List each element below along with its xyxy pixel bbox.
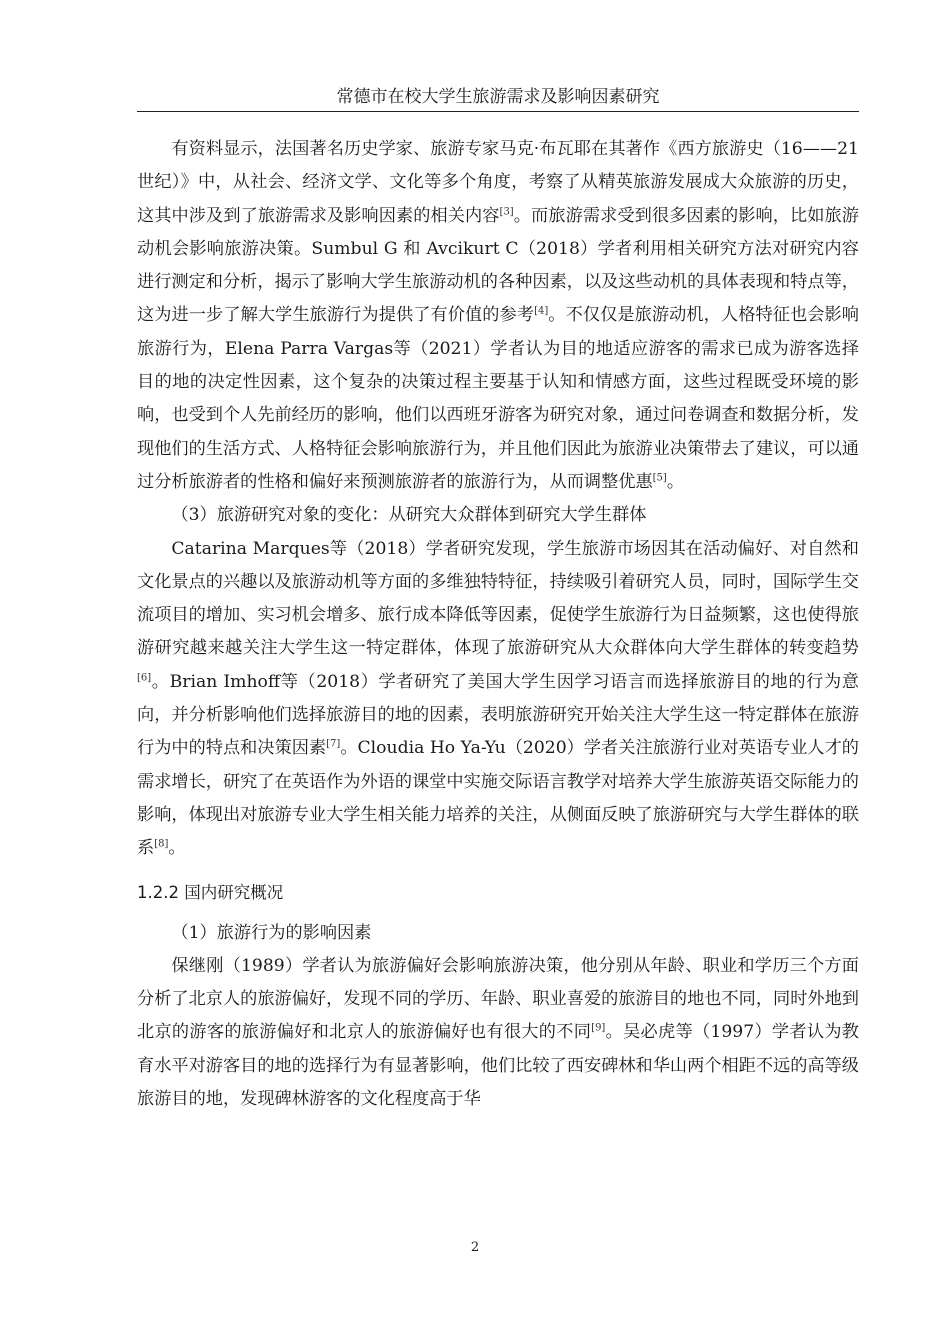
subheading-behavior-factors [137, 917, 859, 950]
paragraph-foreign-research-demand [137, 133, 859, 499]
citation: [5] [652, 472, 667, 484]
citation: [4] [534, 305, 549, 317]
citation: [8] [154, 838, 169, 850]
paragraph-text: 。吴必虎等（1997）学者认为教育水平对游客目的地的选择行为有显著影响，他们比较了西安碑林和华山两个相距不远的高等级旅游目的地，发现碑林游客的文化程度高于华 [137, 1022, 859, 1110]
section-heading-text: 1.2.2 国内研究概况 [137, 882, 284, 902]
paragraph-domestic-preference [137, 950, 859, 1116]
subheading-text: （1）旅游行为的影响因素 [171, 922, 372, 943]
citation: [9] [591, 1022, 606, 1034]
paragraph-text: 有资料显示，法国著名历史学家、旅游专家马克·布瓦耶在其著作《西方旅游史（16——21世纪）》中，从社会、经济文学、文化等多个角度，考察了从精英旅游发展成大众旅游的历史，这其中涉及到了旅游需求及影响因素的相关内容 [137, 139, 859, 226]
paragraph-text: 。Brian Imhoff等（2018）学者研究了美国大学生因学习语言而选择旅游目的地的行为意向，并分析影响他们选择旅游目的地的因素，表明旅游研究开始关注大学生这一特定群体在旅游行为中的特点和决策因素 [137, 671, 859, 759]
paragraph-text: 。不仅仅是旅游动机，人格特征也会影响旅游行为，Elena Parra Vargas等（2021）学者认为目的地适应游客的需求已成为游客选择目的地的决定性因素，这个复杂的决策过程主要基于认知和情感方面，这些过程既受环境的影响，也受到个人先前经历的影响，他们以西班牙游客为研究对象，通过问卷调查和数据分析，发现他们的生活方式、人格特征会影响旅游行为，并且他们因此为旅游业决策带去了建议，可以通过分析旅游者的性格和偏好来预测旅游者的旅游行为，从而调整优惠 [137, 305, 859, 492]
page-number [0, 1240, 950, 1256]
body-text [137, 133, 859, 1116]
citation: [3] [499, 205, 514, 217]
subheading-text: （3）旅游研究对象的变化：从研究大众群体到研究大学生群体 [171, 505, 647, 526]
section-heading-domestic-research [137, 866, 859, 917]
paragraph-text: 。 [168, 838, 186, 859]
citation: [6] [137, 672, 152, 684]
paragraph-student-group-research [137, 533, 859, 866]
citation: [7] [326, 738, 341, 750]
paragraph-text: 。 [666, 471, 685, 492]
page-header [137, 84, 859, 112]
page-number-text: 2 [470, 1240, 480, 1255]
header-title: 常德市在校大学生旅游需求及影响因素研究 [336, 87, 660, 107]
paragraph-text: 保继刚（1989）学者认为旅游偏好会影响旅游决策，他分别从年龄、职业和学历三个方面分析了北京人的旅游偏好，发现不同的学历、年龄、职业喜爱的旅游目的地也不同，同时外地到北京的游客的旅游偏好和北京人的旅游偏好也有很大的不同 [137, 955, 859, 1043]
subheading-research-object-change [137, 499, 859, 532]
paragraph-text: 。Cloudia Ho Ya-Yu（2020）学者关注旅游行业对英语专业人才的需求增长，研究了在英语作为外语的课堂中实施交际语言教学对培养大学生旅游英语交际能力的影响，体现出对旅游专业大学生相关能力培养的关注，从侧面反映了旅游研究与大学生群体的联系 [137, 738, 859, 859]
paragraph-text: Catarina Marques等（2018）学者研究发现，学生旅游市场因其在活动偏好、对自然和文化景点的兴趣以及旅游动机等方面的多维独特特征，持续吸引着研究人员，同时，国际学生交流项目的增加、实习机会增多、旅行成本降低等因素，促使学生旅游行为日益频繁，这也使得旅游研究越来越关注大学生这一特定群体，体现了旅游研究从大众群体向大学生群体的转变趋势 [137, 538, 859, 659]
paragraph-text: 。而旅游需求受到很多因素的影响，比如旅游动机会影响旅游决策。Sumbul G 和 Avcikurt C（2018）学者利用相关研究方法对研究内容进行测定和分析，揭示了影响大学生旅游动机的各种因素，以及这些动机的具体表现和特点等，这为进一步了解大学生旅游行为提供了有价值的参考 [137, 205, 859, 326]
